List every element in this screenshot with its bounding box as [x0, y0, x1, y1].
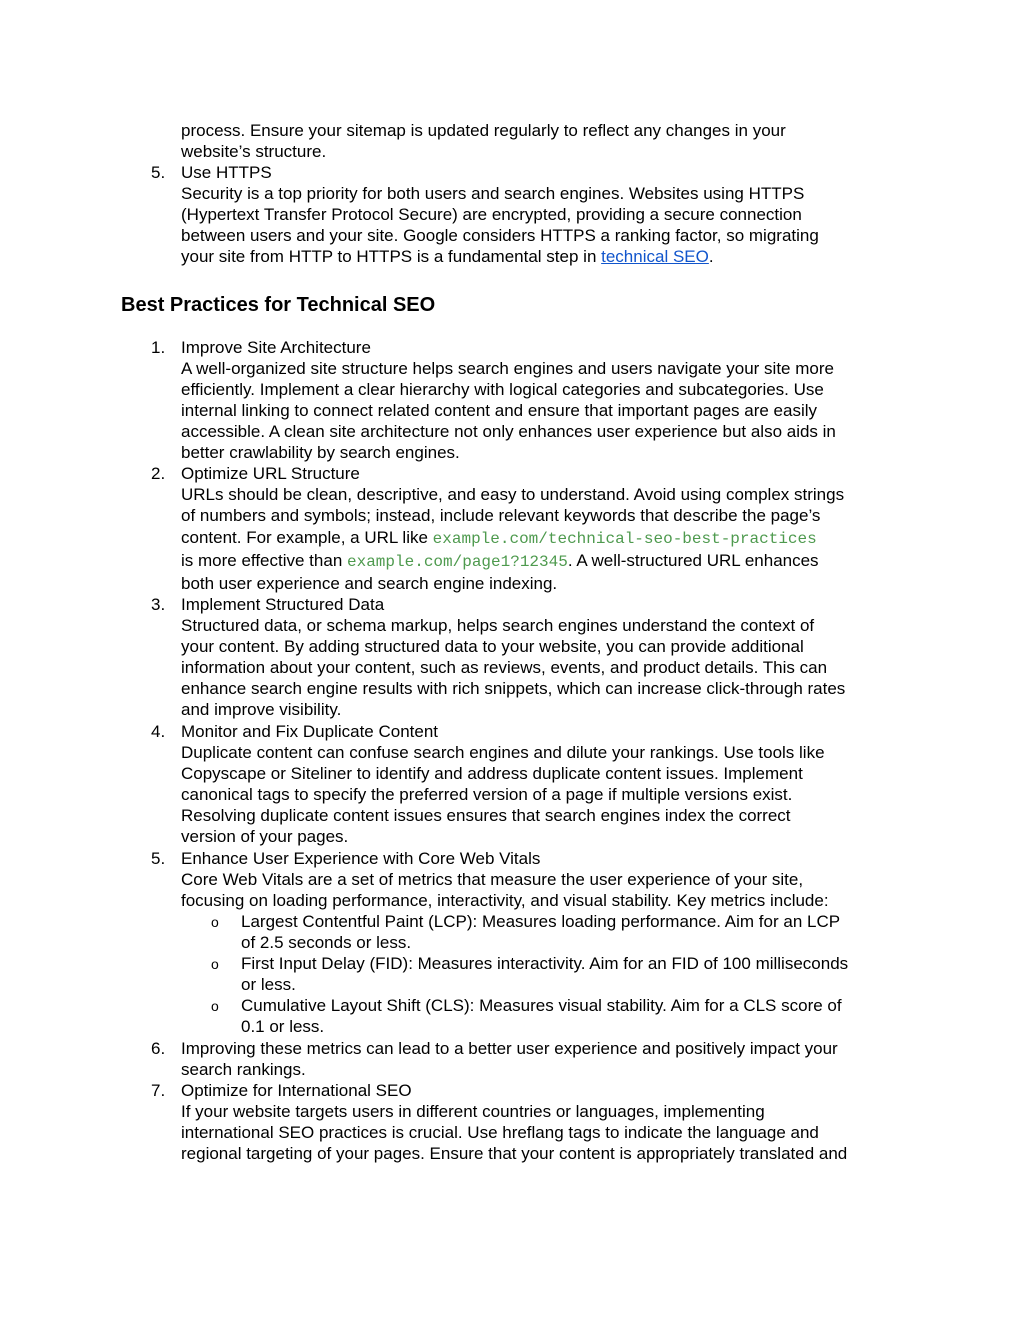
section-heading: Best Practices for Technical SEO [121, 294, 436, 316]
list-item-title: Monitor and Fix Duplicate Content [181, 722, 439, 741]
text-line: Improving these metrics can lead to a better user experience and positively impact your [181, 1039, 838, 1058]
bullet-marker: o [211, 998, 219, 1014]
text-line: of numbers and symbols; instead, include relevant keywords that describe the page’s [181, 506, 821, 525]
text-line: internal linking to connect related content and ensure that important pages are easily [181, 401, 818, 420]
sub-item-line: 0.1 or less. [241, 1017, 325, 1036]
text-line: is more effective than example.com/page1?12345. A well-structured URL enhances [181, 551, 819, 571]
text-line: your content. By adding structured data to your website, you can provide additional [181, 637, 804, 656]
sub-item-line: Largest Contentful Paint (LCP): Measures loading performance. Aim for an LCP [241, 912, 841, 931]
text-line: If your website targets users in different countries or languages, implementing [181, 1102, 765, 1121]
list-item-title: Use HTTPS [181, 163, 272, 182]
text-line: Security is a top priority for both users and search engines. Websites using HTTPS [181, 184, 805, 203]
text-line: better crawlability by search engines. [181, 443, 460, 462]
text-line: regional targeting of your pages. Ensure that your content is appropriately translated and [181, 1144, 848, 1163]
text-line: and improve visibility. [181, 700, 342, 719]
text-line: process. Ensure your sitemap is updated regularly to reflect any changes in your [181, 121, 786, 140]
sub-item-line: Cumulative Layout Shift (CLS): Measures visual stability. Aim for a CLS score of [241, 996, 842, 1015]
list-number: 7. [151, 1081, 166, 1100]
text-line: Copyscape or Siteliner to identify and address duplicate content issues. Implement [181, 764, 803, 783]
list-number: 5. [151, 849, 166, 868]
list-number: 3. [151, 595, 166, 614]
text-line: accessible. A clean site architecture not only enhances user experience but also aids in [181, 422, 836, 441]
technical-seo-link[interactable]: technical SEO [601, 247, 709, 266]
text-line: Duplicate content can confuse search engines and dilute your rankings. Use tools like [181, 743, 825, 762]
bullet-marker: o [211, 914, 219, 930]
text-line: Resolving duplicate content issues ensures that search engines index the correct [181, 806, 791, 825]
list-number: 6. [151, 1039, 166, 1058]
list-number: 4. [151, 722, 166, 741]
list-item-title: Optimize for International SEO [181, 1081, 412, 1100]
text-line: search rankings. [181, 1060, 306, 1079]
list-number: 2. [151, 464, 166, 483]
text-line: both user experience and search engine indexing. [181, 574, 558, 593]
text-line: version of your pages. [181, 827, 349, 846]
text-line: Core Web Vitals are a set of metrics that measure the user experience of your site, [181, 870, 804, 889]
text-line: Structured data, or schema markup, helps search engines understand the context of [181, 616, 815, 635]
sub-item-line: First Input Delay (FID): Measures interactivity. Aim for an FID of 100 milliseconds [241, 954, 849, 973]
text-line: canonical tags to specify the preferred version of a page if multiple versions exist. [181, 785, 793, 804]
list-item-title: Improve Site Architecture [181, 338, 371, 357]
list-item-title: Optimize URL Structure [181, 464, 360, 483]
text-line: enhance search engine results with rich snippets, which can increase click-through rates [181, 679, 846, 698]
text-line: your site from HTTP to HTTPS is a fundamental step in technical SEO. [181, 247, 714, 266]
text-line: A well-organized site structure helps search engines and users navigate your site more [181, 359, 834, 378]
text-line: focusing on loading performance, interactivity, and visual stability. Key metrics include: [181, 891, 829, 910]
list-item-title: Enhance User Experience with Core Web Vitals [181, 849, 541, 868]
bullet-marker: o [211, 956, 219, 972]
sub-item-line: or less. [241, 975, 296, 994]
list-item-title: Implement Structured Data [181, 595, 385, 614]
text-line: content. For example, a URL like example.com/technical-seo-best-practices [181, 528, 817, 548]
text-line: between users and your site. Google considers HTTPS a ranking factor, so migrating [181, 226, 819, 245]
example-url-good: example.com/technical-seo-best-practices [432, 530, 817, 548]
text-line: website’s structure. [181, 142, 327, 161]
text-line: efficiently. Implement a clear hierarchy with logical categories and subcategories. Use [181, 380, 824, 399]
sub-item-line: of 2.5 seconds or less. [241, 933, 412, 952]
text-line: URLs should be clean, descriptive, and easy to understand. Avoid using complex strings [181, 485, 845, 504]
text-line: information about your content, such as reviews, events, and product details. This can [181, 658, 828, 677]
list-number: 5. [151, 163, 166, 182]
list-number: 1. [151, 338, 166, 357]
text-line: (Hypertext Transfer Protocol Secure) are encrypted, providing a secure connection [181, 205, 802, 224]
example-url-bad: example.com/page1?12345 [347, 553, 568, 571]
text-line: international SEO practices is crucial. Use hreflang tags to indicate the language and [181, 1123, 819, 1142]
